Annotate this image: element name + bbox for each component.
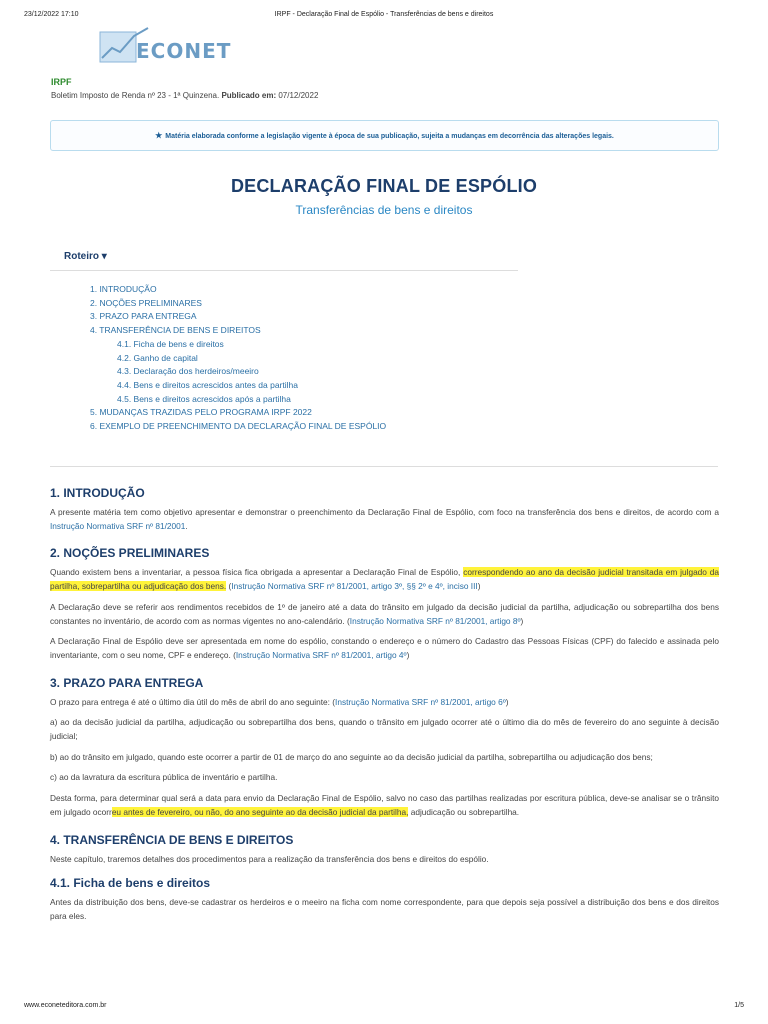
toc-link[interactable]: 6. EXEMPLO DE PREENCHIMENTO DA DECLARAÇÃO FINAL DE ESPÓLIO bbox=[90, 421, 387, 432]
subsection-heading: 4.1. Ficha de bens e direitos bbox=[50, 876, 211, 891]
article-body bbox=[50, 486, 719, 937]
breadcrumb[interactable]: IRPF bbox=[51, 77, 72, 87]
toc-link[interactable]: 2. NOÇÕES PRELIMINARES bbox=[90, 297, 202, 308]
notice-text: Matéria elaborada conforme a legislação vigente à época de sua publicação, sujeita a mudanças em decorrência das alterações legais. bbox=[165, 133, 614, 140]
table-of-contents bbox=[90, 283, 386, 434]
paragraph-c: c) ao da lavratura da escritura pública de inventário e partilha. bbox=[50, 772, 278, 783]
paragraph: A presente matéria tem como objetivo apresentar e demonstrar o preenchimento da Declaração Final de Espólio, com foco na transferência dos bens e direitos, de acordo com a Instrução Normativa SRF nº 81/2001. bbox=[50, 507, 719, 531]
chevron-down-icon: ▾ bbox=[101, 251, 107, 262]
toc-item bbox=[90, 406, 386, 420]
section-nocoes bbox=[50, 546, 719, 662]
page-subtitle: Transferências de bens e direitos bbox=[295, 203, 473, 217]
highlighted-text: correspondendo ao ano da decisão judicial transitada em julgado da partilha, sobrepartilha ou adjudicação dos bens. bbox=[50, 567, 719, 592]
section-introducao bbox=[50, 486, 719, 533]
section-prazo bbox=[50, 676, 719, 820]
star-icon: ★ bbox=[155, 131, 163, 140]
section-heading: 2. NOÇÕES PRELIMINARES bbox=[50, 546, 210, 561]
bulletin-prefix: Boletim Imposto de Renda nº 23 - 1ª Quinzena. bbox=[51, 91, 220, 100]
legal-reference-link[interactable]: Instrução Normativa SRF nº 81/2001, artigo 4º bbox=[235, 649, 407, 660]
paragraph-a: a) ao da decisão judicial da partilha, adjudicação ou sobrepartilha dos bens, quando o trânsito em julgado ocorrer até o último dia do mês de fevereiro do ano seguinte à decisão judicial; bbox=[50, 717, 719, 742]
published-date: 07/12/2022 bbox=[278, 91, 319, 100]
legal-reference-link[interactable]: Instrução Normativa SRF nº 81/2001, artigo 3º, §§ 2º e 4º, inciso III bbox=[231, 581, 478, 592]
section-heading: 3. PRAZO PARA ENTREGA bbox=[50, 675, 204, 690]
toc-link[interactable]: 4.1. Ficha de bens e direitos bbox=[117, 338, 224, 349]
published-label: Publicado em: bbox=[221, 91, 277, 100]
content-divider bbox=[50, 466, 718, 467]
econet-logo[interactable] bbox=[98, 26, 232, 66]
toc-link[interactable]: 4.3. Declaração dos herdeiros/meeiro bbox=[117, 366, 259, 377]
legal-reference-link[interactable]: Instrução Normativa SRF nº 81/2001 bbox=[50, 520, 186, 531]
toc-item bbox=[90, 379, 386, 393]
legal-reference-link[interactable]: Instrução Normativa SRF nº 81/2001, artigo 8º bbox=[349, 615, 521, 626]
paragraph: Desta forma, para determinar qual será a data para envio da Declaração Final de Espólio, salvo no caso das partilhas realizadas por escritura pública, deve-se analisar se o trânsito em julgado ocorreu antes de fevereiro, ou não, do ano seguinte ao da decisão judicial da partilha, adjudicação ou sobrepartilha. bbox=[50, 793, 719, 817]
toc-item bbox=[90, 420, 386, 434]
paragraph: Antes da distribuição dos bens, deve-se cadastrar os herdeiros e o meeiro na ficha com nome correspondente, para que depois seja possível a distribuição dos bens e dos direitos para eles. bbox=[50, 897, 719, 921]
section-ficha-bens bbox=[50, 876, 719, 923]
toc-item bbox=[90, 338, 386, 352]
toc-link[interactable]: 1. INTRODUÇÃO bbox=[90, 284, 157, 294]
section-heading: 4. TRANSFERÊNCIA DE BENS E DIREITOS bbox=[50, 832, 294, 847]
toc-link[interactable]: 3. PRAZO PARA ENTREGA bbox=[90, 311, 197, 322]
print-title: IRPF - Declaração Final de Espólio - Transferências de bens e direitos bbox=[274, 11, 494, 18]
toc-item bbox=[90, 365, 386, 379]
logo-text: ECONET bbox=[136, 39, 232, 63]
paragraph: Quando existem bens a inventariar, a pessoa física fica obrigada a apresentar a Declaração Final de Espólio, correspondendo ao ano da decisão judicial transitada em julgado da partilha, sobrepartilha ou adjudicação dos bens. (Instrução Normativa SRF nº 81/2001, artigo 3º, §§ 2º e 4º, inciso III) bbox=[50, 567, 719, 592]
paragraph: A Declaração Final de Espólio deve ser apresentada em nome do espólio, constando o endereço e o número do Cadastro das Pessoas Físicas (CPF) do falecido e assinada pelo inventariante, com o seu nome, CPF e endereço. (Instrução Normativa SRF nº 81/2001, artigo 4º) bbox=[50, 636, 719, 660]
toc-item bbox=[90, 393, 386, 407]
paragraph: O prazo para entrega é até o último dia útil do mês de abril do ano seguinte: (Instrução Normativa SRF nº 81/2001, artigo 6º) bbox=[50, 696, 509, 707]
legal-reference-link[interactable]: Instrução Normativa SRF nº 81/2001, artigo 6º bbox=[335, 696, 506, 707]
toc-item bbox=[90, 283, 386, 297]
roteiro-divider bbox=[50, 270, 518, 271]
print-url: www.econeteditora.com.br bbox=[24, 1002, 107, 1009]
toc-item bbox=[90, 352, 386, 366]
toc-link[interactable]: 4. TRANSFERÊNCIA DE BENS E DIREITOS bbox=[90, 325, 261, 336]
paragraph: A Declaração deve se referir aos rendimentos recebidos de 1º de janeiro até a data do trânsito em julgado da decisão judicial da partilha, adjudicação ou sobrepartilha dos bens constantes no inventário, de acordo com as normas vigentes no ano-calendário. (Instrução Normativa SRF nº 81/2001, artigo 8º) bbox=[50, 601, 719, 626]
page-number: 1/5 bbox=[734, 1002, 744, 1009]
section-transferencia bbox=[50, 833, 719, 867]
paragraph: Neste capítulo, traremos detalhes dos procedimentos para a realização da transferência dos bens e direitos do espólio. bbox=[50, 853, 489, 864]
toc-item bbox=[90, 310, 386, 324]
toc-link[interactable]: 5. MUDANÇAS TRAZIDAS PELO PROGRAMA IRPF 2022 bbox=[90, 407, 312, 418]
toc-item bbox=[90, 324, 386, 338]
toc-link[interactable]: 4.5. Bens e direitos acrescidos após a partilha bbox=[117, 393, 291, 404]
highlighted-text: eu antes de fevereiro, ou não, do ano seguinte ao da decisão judicial da partilha, bbox=[111, 806, 409, 817]
bulletin-info bbox=[51, 91, 318, 100]
legal-notice bbox=[50, 120, 719, 151]
roteiro-label: Roteiro bbox=[64, 251, 99, 262]
print-date: 23/12/2022 17:10 bbox=[24, 11, 79, 18]
toc-item bbox=[90, 297, 386, 311]
section-heading: 1. INTRODUÇÃO bbox=[50, 486, 145, 500]
print-header bbox=[24, 11, 744, 23]
print-footer bbox=[24, 1002, 744, 1009]
paragraph-b: b) ao do trânsito em julgado, quando este ocorrer a partir de 01 de março do ano seguinte ao da decisão judicial da partilha, sobrepartilha ou adjudicação dos bens; bbox=[50, 751, 653, 762]
roteiro-toggle[interactable] bbox=[64, 251, 107, 262]
toc-link[interactable]: 4.4. Bens e direitos acrescidos antes da partilha bbox=[117, 379, 298, 390]
toc-link[interactable]: 4.2. Ganho de capital bbox=[117, 352, 198, 363]
page-title: DECLARAÇÃO FINAL DE ESPÓLIO bbox=[230, 176, 538, 196]
